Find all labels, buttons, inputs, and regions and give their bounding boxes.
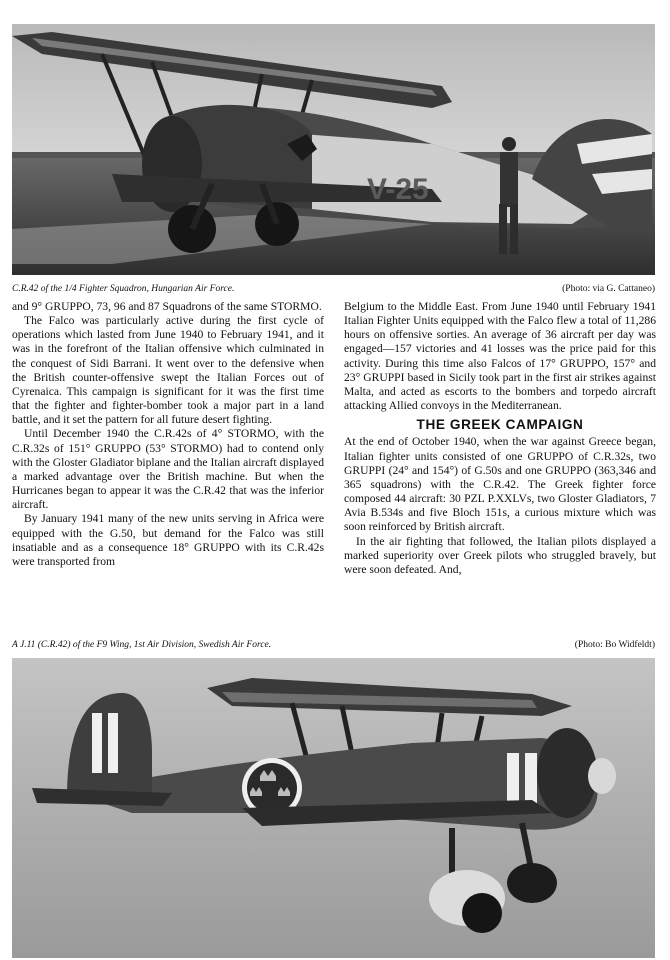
- article-column-left: [12, 300, 324, 569]
- paragraph: Until December 1940 the C.R.42s of 4° STORMO, with the C.R.32s of 151° GRUPPO (53° STORMO) had to contend only with the Gloster Gladiator biplane and the Italian aircraft displayed a marked advantage over the British machine. But when the Hurricanes began to appear it was the C.R.42 that was the inferior aircraft.: [12, 427, 324, 512]
- fuselage-code-text: V-25: [367, 173, 429, 206]
- paragraph: The Falco was particularly active during the first cycle of operations which lasted from June 1940 to February 1941, and it was in the forefront of the Italian offensive which culminated in the conquest of Sidi Barrani. It went over to the defensive when the British counter-offensive swept the Italian Forces out of Cyrenaica. This campaign is significant for it was the first time that the fighter and fighter-bomber took a major part in a land battle, and it set the pattern for all future desert fighting.: [12, 314, 324, 427]
- paragraph: By January 1941 many of the new units serving in Africa were equipped with the G.50, but demand for the Falco was still insatiable and as a consequence 18° GRUPPO with its C.R.42s were transported from: [12, 512, 324, 568]
- paragraph: In the air fighting that followed, the Italian pilots displayed a marked superiority over Greek pilots who struggled bravely, but were soon defeated. And,: [344, 534, 656, 576]
- caption-row-bottom: [12, 639, 655, 651]
- paragraph: and 9° GRUPPO, 73, 96 and 87 Squadrons of the same STORMO.: [12, 300, 322, 313]
- photo-swedish-j11: [12, 658, 655, 958]
- section-heading: THE GREEK CAMPAIGN: [416, 417, 584, 433]
- paragraph: At the end of October 1940, when the war against Greece began, Italian fighter units consisted of one GRUPPO of C.R.32s, two GRUPPI (24° and 154°) of G.50s and one GRUPPO (363,346 and 365 squadrons) with the C.R.42. The Greek fighter force composed 44 aircraft: 30 PZL P.XXLVs, two Gloster Gladiators, 7 Avia B.534s and five Bloch 151s, a curious mixture which was soon reinforced by British aircraft.: [344, 435, 656, 534]
- hungarian-cr42-image: [12, 24, 655, 275]
- photo-hungarian-cr42: [12, 24, 655, 275]
- paragraph: Belgium to the Middle East. From June 1940 until February 1941 Italian Fighter Units equipped with the Falco flew a total of 11,286 hours on offensive sorties. An average of 36 aircraft per day was engaged—157 victories and 41 losses was the price paid for this activity. During this time also Falcos of 17° GRUPPO, 157° and 23° GRUPPI based in Sicily took part in the first air strikes against Malta, and acted as escorts to the bombers and torpedo aircraft attacking Allied convoys in the Mediterranean.: [344, 300, 656, 413]
- caption-row-top: [12, 283, 655, 295]
- article-column-right: [344, 300, 656, 577]
- swedish-j11-image: [12, 658, 655, 958]
- photo-caption: A J.11 (C.R.42) of the F9 Wing, 1st Air Division, Swedish Air Force.: [12, 640, 272, 650]
- photo-credit: (Photo: via G. Cattaneo): [562, 284, 655, 294]
- photo-credit: (Photo: Bo Widfeldt): [574, 640, 655, 650]
- photo-caption: C.R.42 of the 1/4 Fighter Squadron, Hungarian Air Force.: [12, 284, 235, 294]
